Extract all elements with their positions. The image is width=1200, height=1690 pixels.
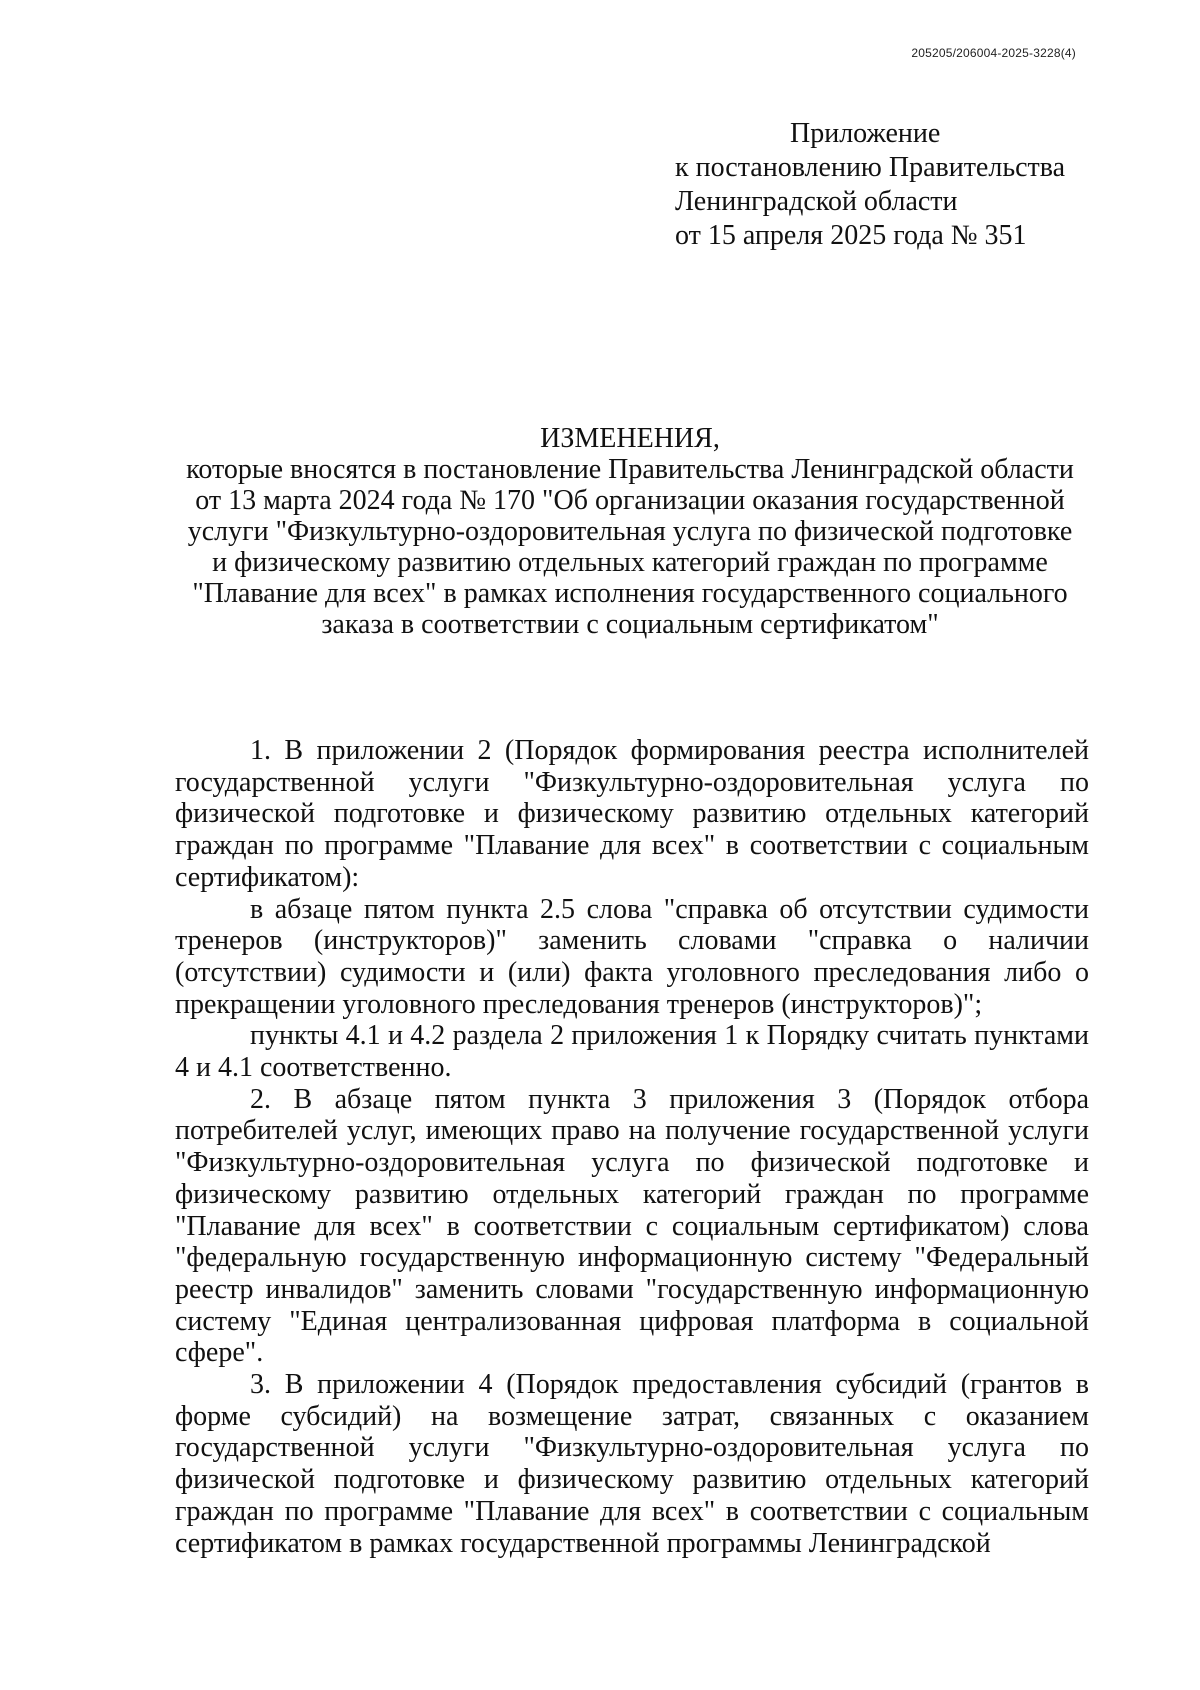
subtitle-line: и физическому развитию отдельных категорий граждан по программе: [212, 547, 1048, 578]
approval-line-date: от 15 апреля 2025 года № 351: [675, 220, 1027, 251]
document-id: 205205/206004-2025-3228(4): [911, 46, 1076, 60]
subtitle-line: от 13 марта 2024 года № 170 "Об организации оказания государственной: [195, 485, 1065, 516]
subtitle-line: заказа в соответствии с социальным сертификатом": [321, 609, 939, 640]
approval-block: [675, 117, 1065, 253]
subtitle-line: которые вносятся в постановление Правительства Ленинградской области: [186, 454, 1074, 485]
paragraph-subitem-2-5: в абзаце пятом пункта 2.5 слова "справка об отсутствии судимости тренеров (инструкторов)" заменить словами "справка о наличии (отсутствии) судимости и (или) факта уголовного преследования либо о прекращении уголовного преследования тренеров (инструкторов)";: [175, 893, 1089, 1020]
document-heading: [175, 423, 1085, 640]
approval-line-region: Ленинградской области: [675, 186, 958, 217]
paragraph-subitem-4-1: пункты 4.1 и 4.2 раздела 2 приложения 1 к Порядку считать пунктами 4 и 4.1 соответственно.: [175, 1020, 1089, 1084]
paragraph-item-1: 1. В приложении 2 (Порядок формирования реестра исполнителей государственной услуги "Физкультурно-оздоровительная услуга по физической подготовке и физическому развитию отдельных категорий граждан по программе "Плавание для всех" в соответствии с социальным сертификатом):: [175, 735, 1089, 893]
subtitle-line: "Плавание для всех" в рамках исполнения государственного социального: [192, 578, 1068, 609]
document-title: ИЗМЕНЕНИЯ,: [540, 423, 720, 454]
paragraph-item-3: 3. В приложении 4 (Порядок предоставления субсидий (грантов в форме субсидий) на возмещение затрат, связанных с оказанием государственной услуги "Физкультурно-оздоровительная услуга по физической подготовке и физическому развитию отдельных категорий граждан по программе "Плавание для всех" в соответствии с социальным сертификатом в рамках государственной программы Ленинградской: [175, 1369, 1089, 1559]
subtitle-line: услуги "Физкультурно-оздоровительная услуга по физической подготовке: [187, 516, 1073, 547]
approval-line-resolution: к постановлению Правительства: [675, 152, 1066, 183]
approval-line-appendix: Приложение: [790, 118, 941, 149]
paragraph-item-2: 2. В абзаце пятом пункта 3 приложения 3 (Порядок отбора потребителей услуг, имеющих право на получение государственной услуги "Физкультурно-оздоровительная услуга по физической подготовке и физическому развитию отдельных категорий граждан по программе "Плавание для всех" в соответствии с социальным сертификатом) слова "федеральную государственную информационную систему "Федеральный реестр инвалидов" заменить словами "государственную информационную систему "Единая централизованная цифровая платформа в социальной сфере".: [175, 1083, 1089, 1369]
document-body: [175, 735, 1089, 1559]
